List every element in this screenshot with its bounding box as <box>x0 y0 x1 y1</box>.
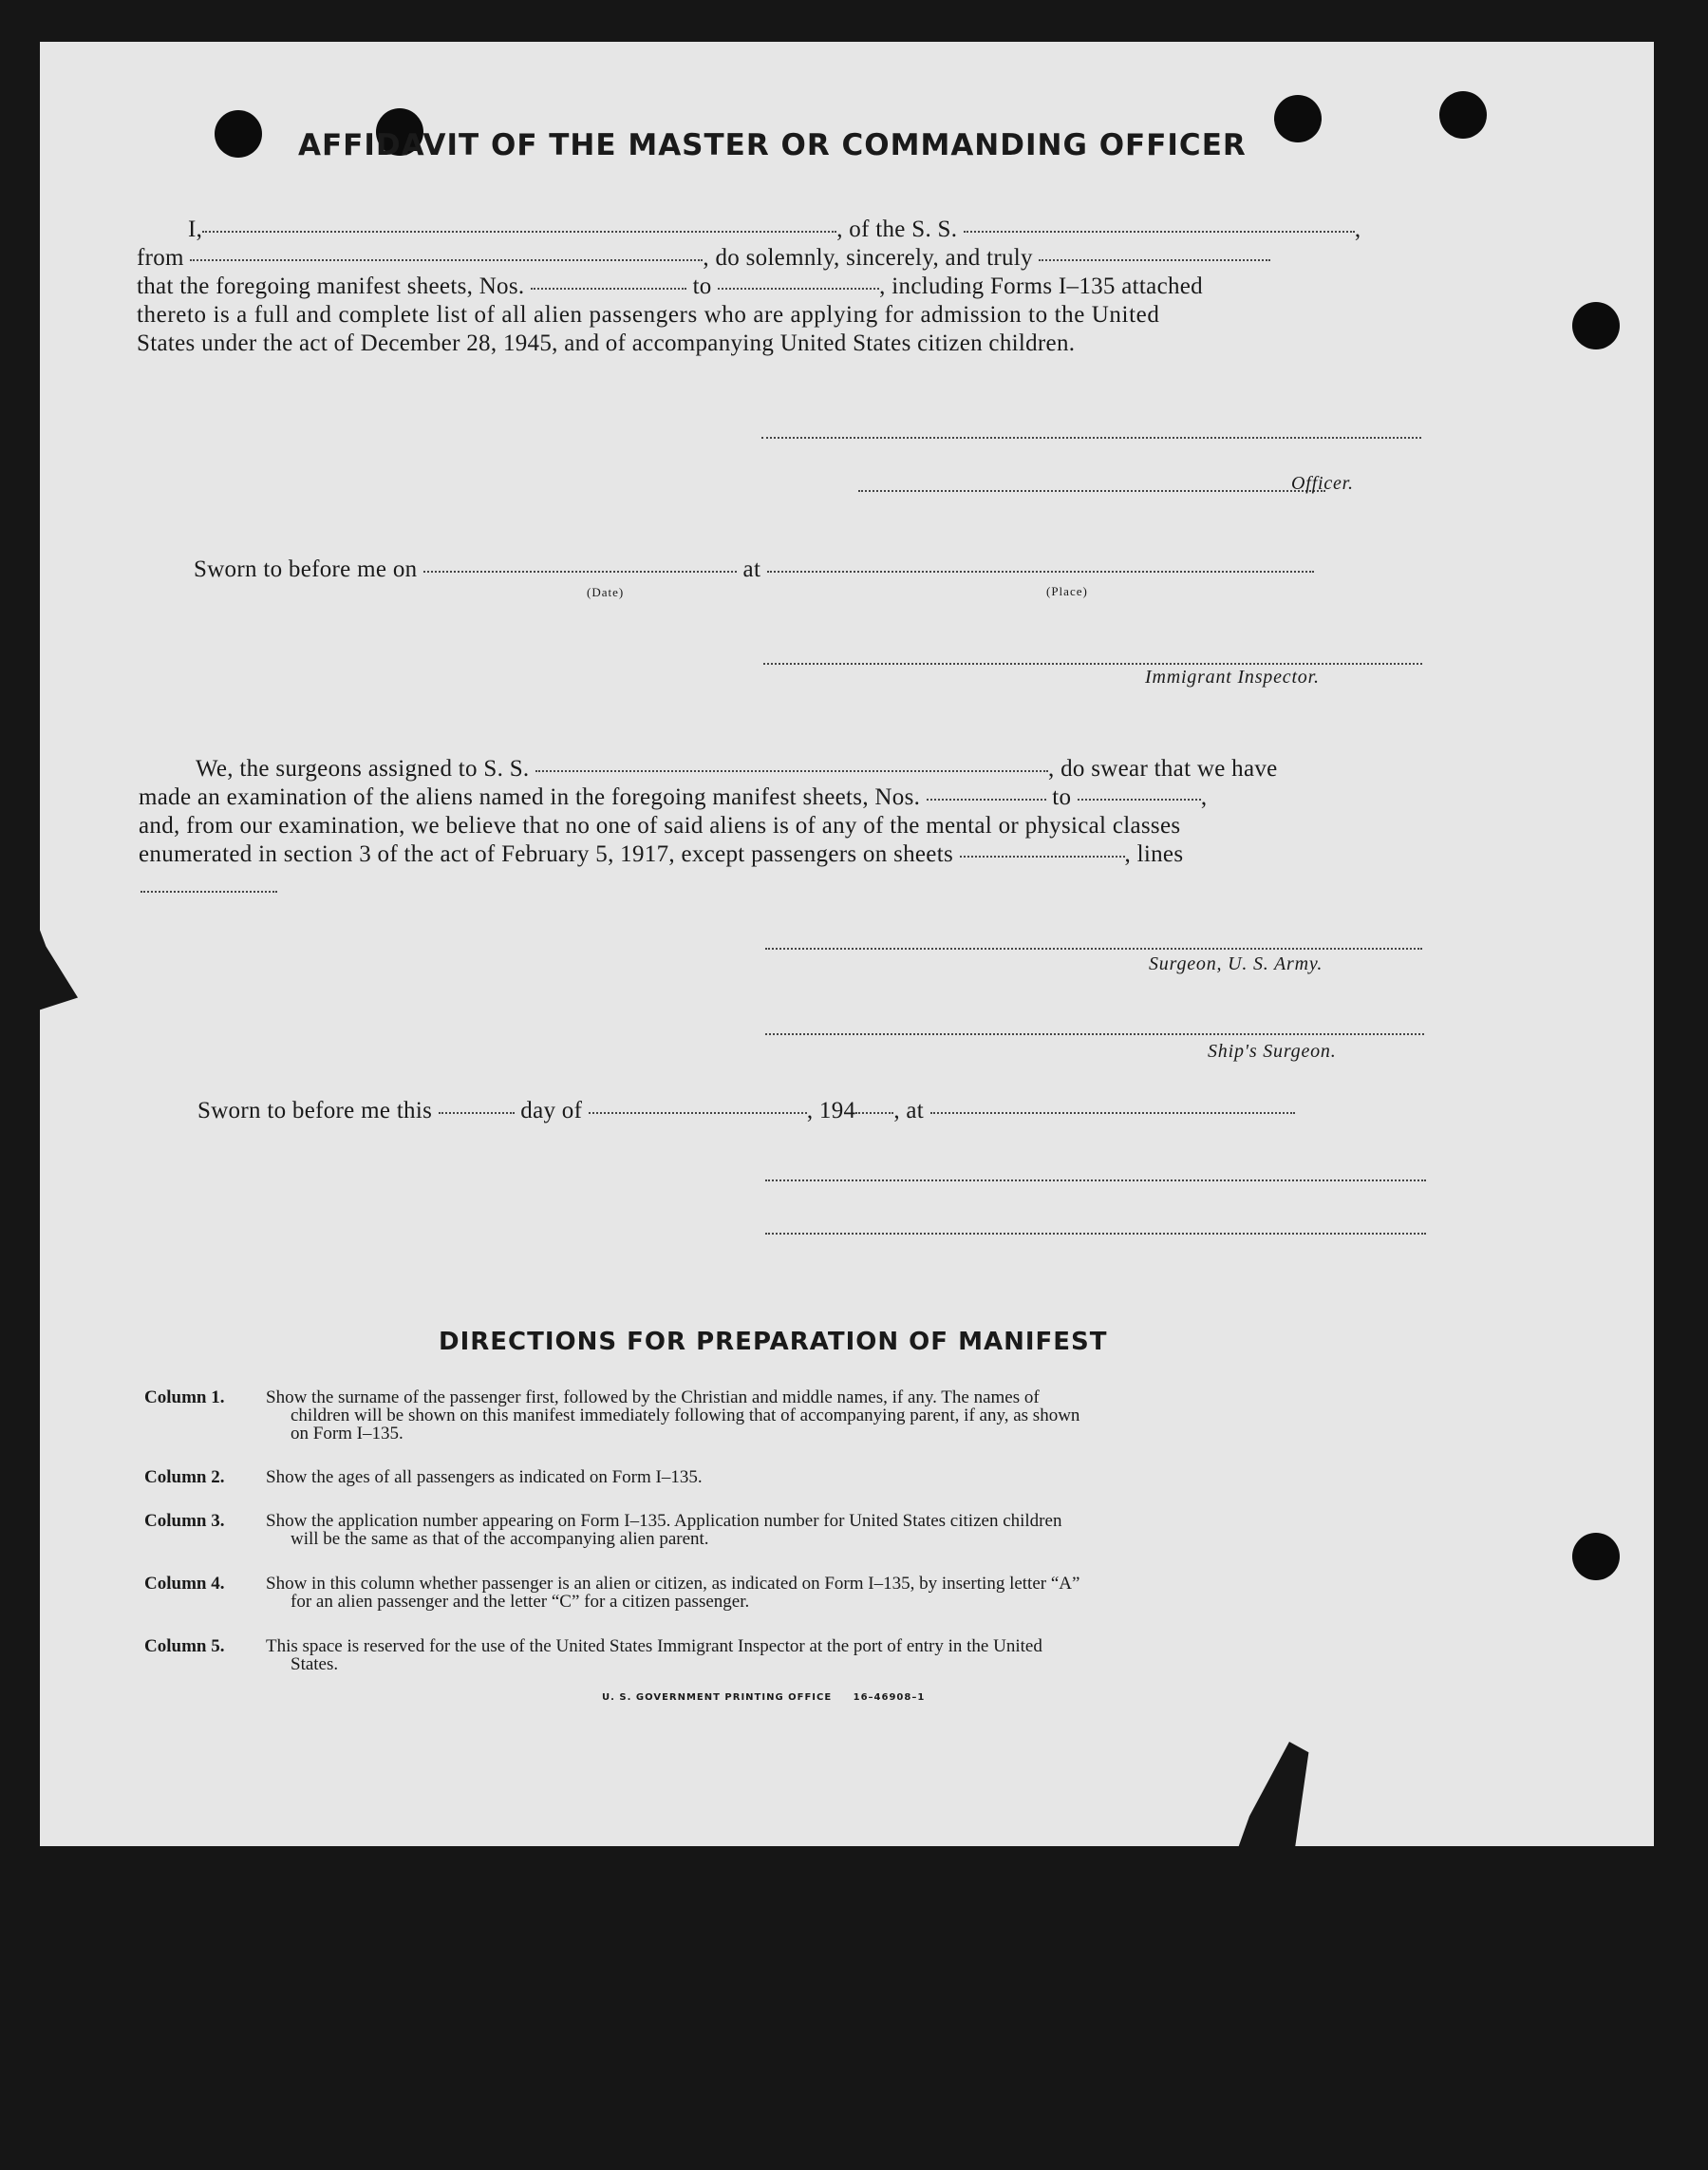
direction-text: Show in this column whether passenger is an alien or citizen, as indicated on Form I–135, by inserting letter “A” for an alien passenger and the letter “C” for a citizen passenger. <box>266 1574 1080 1612</box>
printer-imprint: U. S. GOVERNMENT PRINTING OFFICE 16–46908–1 <box>602 1692 926 1703</box>
direction-label: Column 1. <box>144 1387 225 1407</box>
affidavit-line-2: from , do solemnly, sincerely, and truly <box>137 245 1270 272</box>
signature-line <box>765 1233 1426 1235</box>
affidavit-line-3: that the foregoing manifest sheets, Nos. to , including Forms I–135 attached <box>137 274 1203 299</box>
surgeons-line-3: and, from our examination, we believe that no one of said aliens is of any of the mental or physical classes <box>139 813 1181 839</box>
place-caption: (Place) <box>1046 584 1088 598</box>
sworn-day-line: Sworn to before me this day of , 194 , at <box>197 1098 1295 1124</box>
surgeons-line-1: We, the surgeons assigned to S. S. , do swear that we have <box>196 756 1278 782</box>
signature-line <box>765 1179 1426 1181</box>
direction-label: Column 3. <box>144 1511 225 1531</box>
form-sheet <box>40 42 1654 1846</box>
date-caption: (Date) <box>587 585 625 599</box>
sworn-line: Sworn to before me on at <box>194 557 1314 583</box>
direction-label: Column 5. <box>144 1636 225 1656</box>
inspector-label: Immigrant Inspector. <box>1145 667 1320 688</box>
affidavit-title: AFFIDAVIT OF THE MASTER OR COMMANDING OFFICER <box>298 128 1247 162</box>
direction-text: Show the application number appearing on Form I–135. Application number for United States citizen children will be the same as that of the accompanying alien parent. <box>266 1511 1062 1549</box>
torn-corner <box>1227 1742 1341 1848</box>
lines-blank <box>141 891 277 893</box>
direction-text: Show the surname of the passenger first, followed by the Christian and middle names, if any. The names of children will be shown on this manifest immediately following that of accompanying parent, if any, as shown on Form I–135. <box>266 1387 1080 1444</box>
punch-hole <box>1572 1533 1620 1580</box>
signature-line <box>858 490 1325 492</box>
direction-text: Show the ages of all passengers as indicated on Form I–135. <box>266 1467 703 1487</box>
direction-label: Column 4. <box>144 1574 225 1594</box>
direction-text: This space is reserved for the use of the United States Immigrant Inspector at the port of entry in the United States. <box>266 1636 1042 1674</box>
directions-title: DIRECTIONS FOR PREPARATION OF MANIFEST <box>439 1328 1108 1356</box>
signature-line <box>761 437 1421 439</box>
punch-hole <box>1439 91 1487 139</box>
affidavit-line-1: I, , of the S. S. , <box>188 217 1361 242</box>
signature-line <box>765 948 1422 950</box>
affidavit-line-4: thereto is a full and complete list of all alien passengers who are applying for admission to the United <box>137 302 1160 328</box>
surgeons-line-4: enumerated in section 3 of the act of February 5, 1917, except passengers on sheets , lines <box>139 841 1184 867</box>
signature-line <box>765 1033 1424 1035</box>
punch-hole <box>1274 95 1322 142</box>
army-surgeon-label: Surgeon, U. S. Army. <box>1149 953 1323 974</box>
surgeons-line-2: made an examination of the aliens named in the foregoing manifest sheets, Nos. to , <box>139 784 1208 810</box>
punch-hole <box>215 110 262 158</box>
torn-edge-left <box>38 925 78 1010</box>
direction-label: Column 2. <box>144 1467 225 1487</box>
ship-surgeon-label: Ship's Surgeon. <box>1208 1041 1337 1062</box>
affidavit-line-5: States under the act of December 28, 1945, and of accompanying United States citizen children. <box>137 330 1076 356</box>
signature-line <box>763 663 1422 665</box>
officer-label: Officer. <box>1291 473 1354 494</box>
punch-hole <box>1572 302 1620 349</box>
